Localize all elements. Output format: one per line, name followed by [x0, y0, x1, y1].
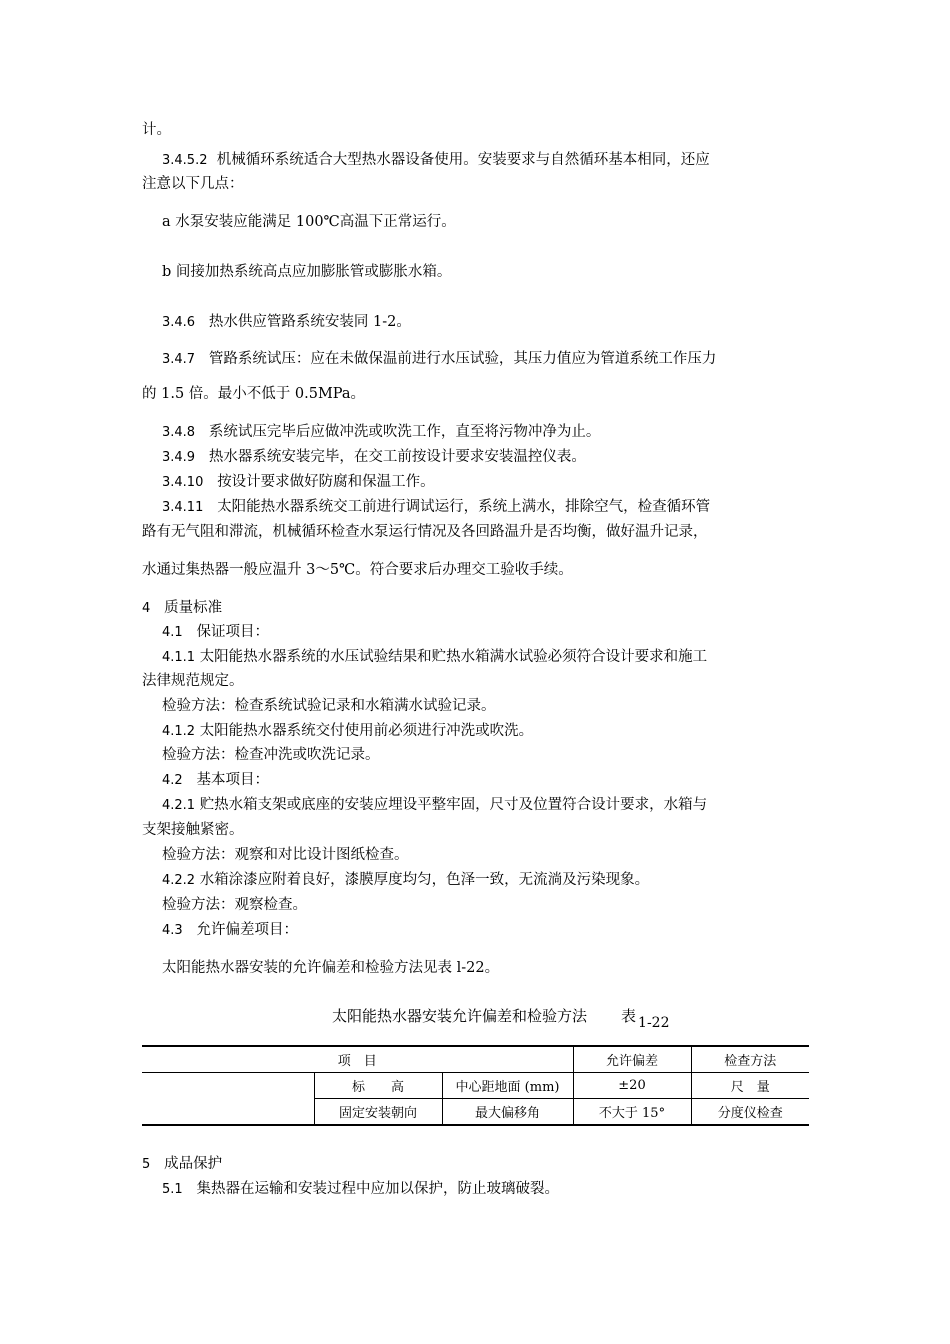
cell-method: 分度仪检查: [691, 1099, 809, 1126]
clause-3-4-5-2: [162, 150, 710, 171]
clause-number: 4.1: [162, 625, 183, 640]
para-line: 支架接触紧密。: [142, 822, 244, 838]
clause-4-3: [162, 920, 298, 941]
clause-number: 3.4.5.2: [162, 153, 208, 168]
clause-text: 太阳能热水器系统交付使用前必须进行冲洗或吹洗。: [199, 723, 534, 739]
table-row: [142, 1073, 809, 1099]
cell-item: 固定安装朝向: [314, 1099, 442, 1126]
clause-number: 4.3: [162, 923, 183, 938]
clause-number: 3.4.7: [162, 352, 196, 367]
clause-4-2-2: [162, 870, 649, 891]
clause-number: 3.4.9: [162, 450, 196, 465]
header-item: 项 目: [142, 1046, 573, 1073]
para-line: 的 1.5 倍。最小不低于 0.5MPa。: [142, 386, 366, 402]
clause-text: 基本项目：: [196, 772, 270, 788]
clause-4-1-2: [162, 721, 533, 742]
clause-text: 系统试压完毕后应做冲洗或吹洗工作，直至将污物冲净为止。: [208, 424, 601, 440]
list-item-b: b 间接加热系统高点应加膨胀管或膨胀水箱。: [162, 264, 452, 280]
inspection-method: 检验方法：观察和对比设计图纸检查。: [162, 847, 409, 863]
clause-3-4-9: [162, 447, 586, 468]
para-line: 太阳能热水器安装的允许偏差和检验方法见表 l-22。: [162, 960, 500, 976]
cell-tolerance: 不大于 15°: [573, 1099, 691, 1126]
table-title-text: 太阳能热水器安装允许偏差和检验方法: [332, 1007, 588, 1025]
clause-3-4-8: [162, 422, 600, 443]
clause-number: 3.4.8: [162, 425, 196, 440]
section-number: 5: [142, 1157, 151, 1172]
cell-tolerance: ±20: [573, 1073, 691, 1099]
clause-text: 水箱涂漆应附着良好，漆膜厚度均匀，色泽一致，无流淌及污染现象。: [199, 872, 650, 888]
clause-3-4-6: [162, 312, 411, 333]
tolerance-table: [142, 1045, 809, 1126]
section-heading-5: [142, 1154, 222, 1175]
clause-number: 4.2.2: [162, 873, 196, 888]
para-line: 注意以下几点：: [142, 176, 244, 192]
clause-3-4-11: [162, 497, 710, 518]
section-title: 成品保护: [164, 1156, 223, 1172]
table-number: 1-22: [638, 1015, 670, 1031]
clause-3-4-10: [162, 472, 435, 493]
para-line: 水通过集热器一般应温升 3～5℃。符合要求后办理交工验收手续。: [142, 562, 573, 578]
table-header-row: [142, 1046, 809, 1073]
clause-text: 集热器在运输和安装过程中应加以保护，防止玻璃破裂。: [196, 1181, 560, 1197]
cell-item: 标 高: [314, 1073, 442, 1099]
clause-4-2: [162, 770, 269, 791]
clause-number: 3.4.6: [162, 315, 196, 330]
section-title: 质量标准: [164, 600, 223, 616]
list-item-a: a 水泵安装应能满足 100℃高温下正常运行。: [162, 214, 456, 230]
clause-4-1-1: [162, 647, 707, 668]
clause-number: 4.1.1: [162, 650, 196, 665]
clause-text: 热水器系统安装完毕，在交工前按设计要求安装温控仪表。: [208, 449, 586, 465]
section-heading-4: [142, 598, 222, 619]
table-row: [142, 1099, 809, 1126]
cell-detail: 最大偏移角: [442, 1099, 573, 1126]
cell-method: 尺 量: [691, 1073, 809, 1099]
clause-text: 热水供应管路系统安装同 1-2。: [208, 314, 411, 330]
clause-number: 5.1: [162, 1182, 183, 1197]
header-tolerance: 允许偏差: [573, 1046, 691, 1073]
clause-text: 机械循环系统适合大型热水器设备使用。安装要求与自然循环基本相同，还应: [216, 152, 710, 168]
empty-cell: [142, 1073, 314, 1099]
section-number: 4: [142, 601, 151, 616]
clause-4-1: [162, 622, 269, 643]
inspection-method: 检验方法：检查冲洗或吹洗记录。: [162, 747, 380, 763]
clause-number: 4.1.2: [162, 724, 196, 739]
clause-text: 按设计要求做好防腐和保温工作。: [217, 474, 435, 490]
clause-text: 太阳能热水器系统的水压试验结果和贮热水箱满水试验必须符合设计要求和施工: [199, 649, 708, 665]
clause-text: 贮热水箱支架或底座的安装应埋设平整牢固，尺寸及位置符合设计要求，水箱与: [199, 797, 708, 813]
clause-5-1: [162, 1179, 559, 1200]
clause-text: 允许偏差项目：: [196, 922, 299, 938]
cell-detail: 中心距地面 (mm): [442, 1073, 573, 1099]
clause-text: 管路系统试压：应在未做保温前进行水压试验，其压力值应为管道系统工作压力: [208, 351, 717, 367]
clause-number: 4.2: [162, 773, 183, 788]
clause-3-4-7: [162, 349, 716, 370]
inspection-method: 检验方法：观察检查。: [162, 897, 307, 913]
inspection-method: 检验方法：检查系统试验记录和水箱满水试验记录。: [162, 698, 496, 714]
table-title: [332, 1005, 670, 1031]
clause-number: 3.4.10: [162, 475, 204, 490]
header-method: 检查方法: [691, 1046, 809, 1073]
table-label: 表: [621, 1007, 637, 1025]
para-line: 路有无气阻和滞流，机械循环检查水泵运行情况及各回路温升是否均衡，做好温升记录，: [142, 524, 708, 540]
para-line: 法律规范规定。: [142, 673, 244, 689]
para-line: 计。: [142, 122, 171, 138]
empty-cell: [142, 1099, 314, 1126]
clause-text: 保证项目：: [196, 624, 270, 640]
clause-number: 3.4.11: [162, 500, 204, 515]
clause-4-2-1: [162, 795, 707, 816]
clause-text: 太阳能热水器系统交工前进行调试运行，系统上满水，排除空气，检查循环管: [217, 499, 711, 515]
clause-number: 4.2.1: [162, 798, 196, 813]
